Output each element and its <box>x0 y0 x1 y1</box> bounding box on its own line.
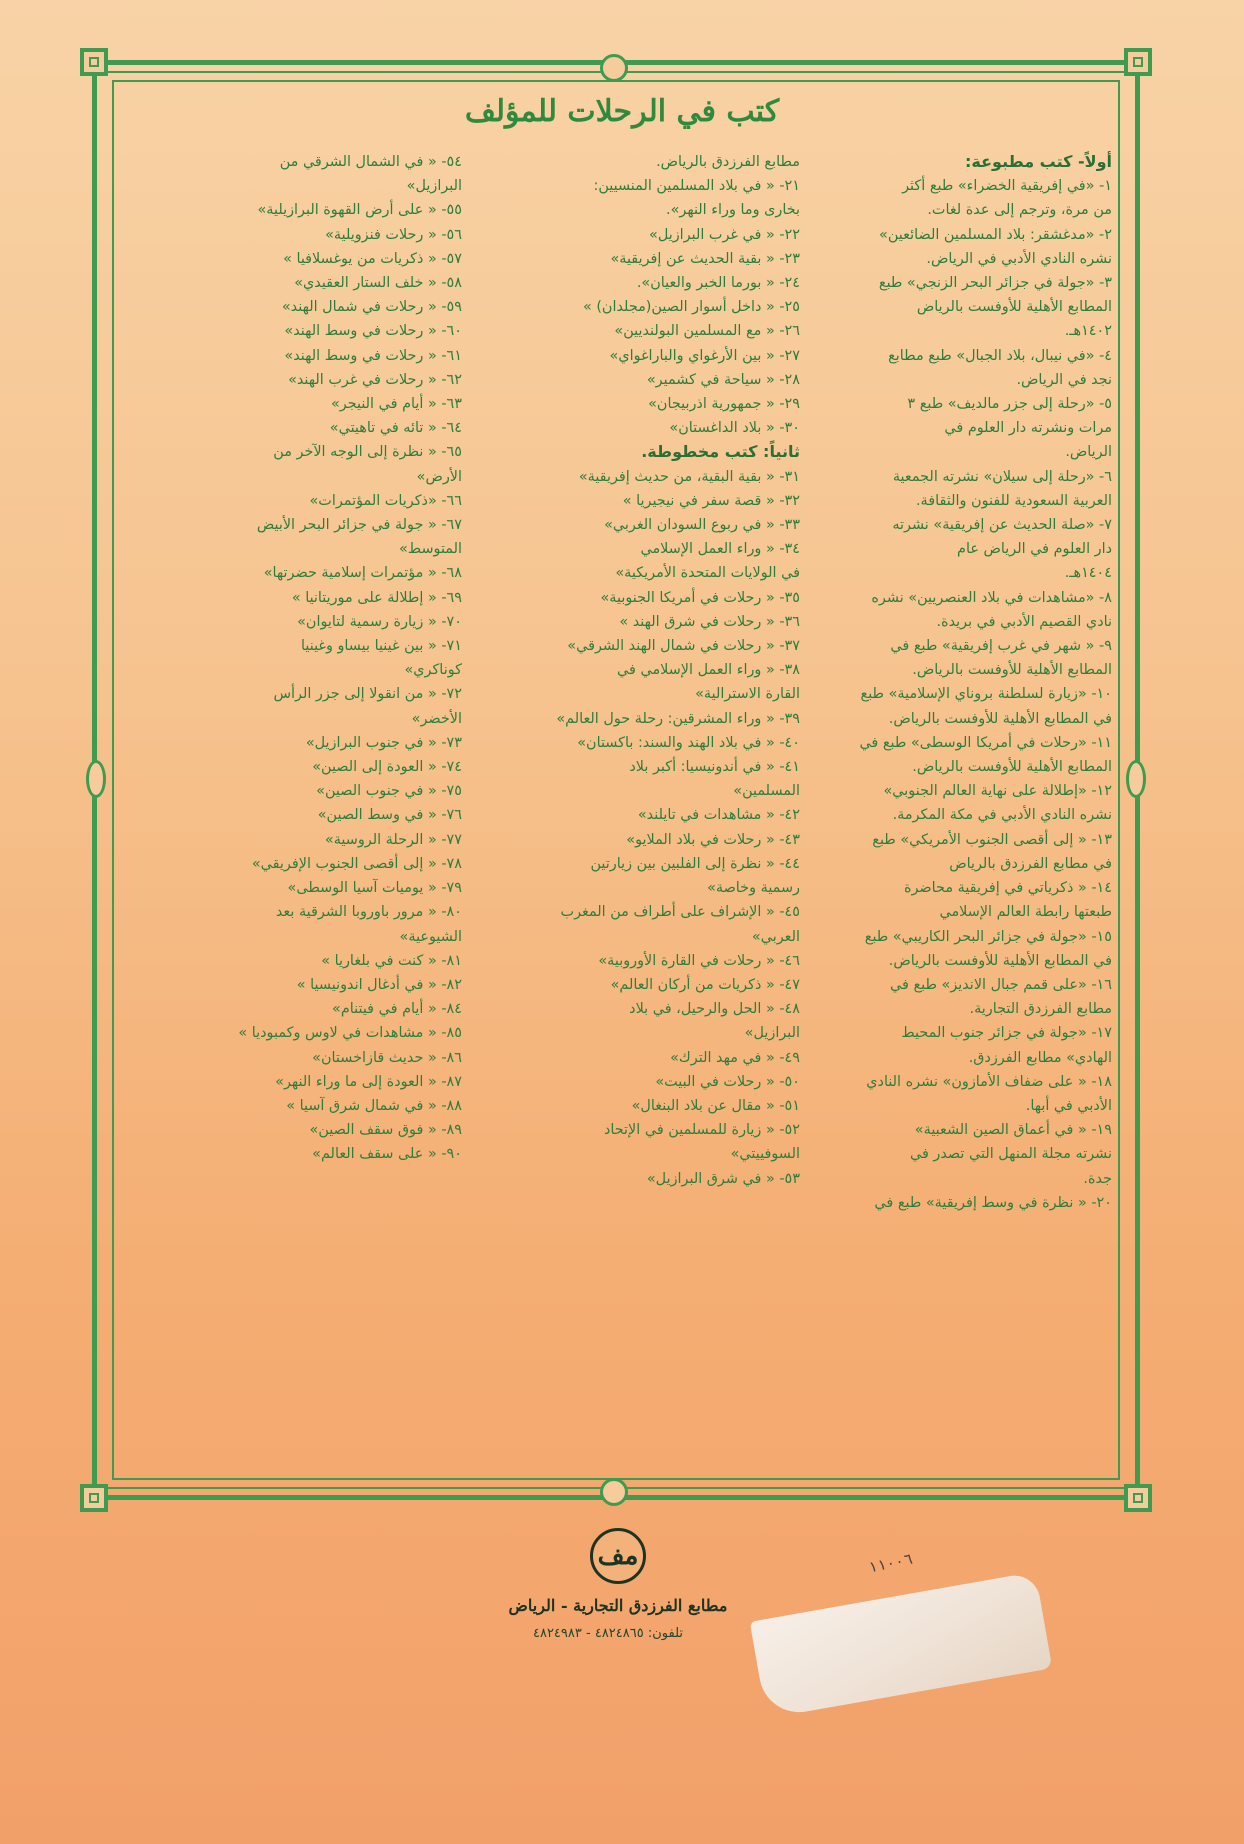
list-line: ٣٠- « بلاد الداغستان» <box>669 420 800 437</box>
list-line: ٥- «رحلة إلى جزر مالديف» طبع ٣ <box>907 396 1112 413</box>
corner-ornament <box>1124 48 1152 76</box>
list-line: ٦٨- « مؤتمرات إسلامية حضرتها» <box>263 565 462 582</box>
list-line: ٨٢- « في أدغال اندونيسيا » <box>296 976 462 993</box>
list-line: ٤٥- « الإشراف على أطراف من المغرب <box>560 904 800 921</box>
list-line: ٢٦- « مع المسلمين البولنديين» <box>614 323 800 340</box>
list-line: ٦٣- « أيام في النيجر» <box>330 396 462 413</box>
left-ornament <box>86 760 106 798</box>
list-line: ٢١- « في بلاد المسلمين المنسيين: <box>593 178 800 195</box>
list-line: ٣١- « بقية البقية، من حديث إفريقية» <box>578 468 800 485</box>
list-line: ٥١- « مقال عن بلاد البنغال» <box>631 1097 800 1114</box>
list-line: ٤- «في نيبال، بلاد الجبال» طبع مطابع <box>888 347 1112 364</box>
list-line: الشيوعية» <box>399 928 462 945</box>
list-line: ٩- « شهر في غرب إفريقية» طبع في <box>890 638 1112 655</box>
list-line: ٥٨- « خلف الستار العقيدي» <box>294 275 462 292</box>
list-line: القارة الاسترالية» <box>695 686 800 703</box>
column-left <box>130 150 462 1167</box>
top-ornament <box>600 54 628 82</box>
list-line: ٦١- « رحلات في وسط الهند» <box>284 347 462 364</box>
list-line: ٦٦- «ذكريات المؤتمرات» <box>309 492 462 509</box>
list-line: ٩٠- « على سقف العالم» <box>312 1146 462 1163</box>
list-line: ٥٥- « على أرض القهوة البرازيلية» <box>257 202 462 219</box>
list-line: ١٤- « ذكرياتي في إفريقية محاضرة <box>903 880 1112 897</box>
list-line: ١٨- « على ضفاف الأمازون» نشره النادي <box>866 1073 1112 1090</box>
list-line: في المطابع الأهلية للأوفست بالرياض. <box>888 952 1112 969</box>
list-line: ١٥- «جولة في جزائر البحر الكاريبي» طبع <box>864 928 1112 945</box>
list-line: ١٠- «زيارة لسلطنة بروناي الإسلامية» طبع <box>860 686 1112 703</box>
list-line: ٧٧- « الرحلة الروسية» <box>324 831 462 848</box>
list-line: ٤١- « في أندونيسيا: أكبر بلاد <box>629 759 800 776</box>
list-line: كوناكري» <box>404 662 462 679</box>
list-line: ١- «في إفريقية الخضراء» طبع أكثر <box>902 178 1112 195</box>
list-line: العربي» <box>751 928 800 945</box>
publisher-logo: مف <box>590 1528 646 1584</box>
list-line: المطابع الأهلية للأوفست بالرياض <box>916 299 1112 316</box>
list-line: في الولايات المتحدة الأمريكية» <box>615 565 800 582</box>
list-line: ٧٦- « في وسط الصين» <box>317 807 462 824</box>
list-line: ٦٥- « نظرة إلى الوجه الآخر من <box>273 444 462 461</box>
list-line: ٢٤- « بورما الخبر والعيان». <box>636 275 800 292</box>
list-line: ٨- «مشاهدات في بلاد العنصريين» نشره <box>871 589 1112 606</box>
section-heading: ثانياً: كتب مخطوطة. <box>641 442 800 462</box>
list-line: من مرة، وترجم إلى عدة لغات. <box>927 202 1112 219</box>
list-line: مطابع الفرزدق بالرياض. <box>656 154 800 170</box>
list-line: ٥٣- « في شرق البرازيل» <box>646 1170 800 1187</box>
list-line: ٣٦- « رحلات في شرق الهند » <box>619 613 800 630</box>
list-line: ٦٠- « رحلات في وسط الهند» <box>284 323 462 340</box>
list-line: ٢٢- « في غرب البرازيل» <box>649 226 800 243</box>
list-line: ١٣- « إلى أقصى الجنوب الأمريكي» طبع <box>872 831 1112 848</box>
list-line: ٣٣- « في ربوع السودان الغربي» <box>604 517 800 534</box>
list-line: ٦٤- « تائه في تاهيتي» <box>329 420 462 437</box>
list-line: جدة. <box>1083 1170 1112 1187</box>
list-line: ٧٩- « يوميات آسيا الوسطى» <box>287 880 462 897</box>
list-line: ٤٦- « رحلات في القارة الأوروبية» <box>598 952 800 969</box>
column-right <box>810 150 1112 1215</box>
list-line: ٢٧- « بين الأرغواي والباراغواي» <box>609 347 800 364</box>
price-sticker <box>750 1572 1053 1719</box>
list-line: ١١- «رحلات في أمريكا الوسطى» طبع في <box>859 734 1112 751</box>
list-line: ٢٩- « جمهورية اذربيجان» <box>648 396 800 413</box>
list-line: ٨٠- « مرور باوروبا الشرقية بعد <box>275 904 462 921</box>
page-title: كتب في الرحلات للمؤلف <box>464 94 780 129</box>
list-line: ٧١- « بين غينيا بيساو وغينيا <box>301 638 462 655</box>
list-line: ٨٨- « في شمال شرق آسيا » <box>286 1097 462 1114</box>
list-line: البرازيل» <box>744 1025 800 1042</box>
list-line: نادي القصيم الأدبي في بريدة. <box>936 613 1112 630</box>
list-line: ٣٢- « قصة سفر في نيجيريا » <box>622 492 800 509</box>
list-line: ٧٠- « زيارة رسمية لتايوان» <box>297 613 462 630</box>
list-line: ٢٠- « نظرة في وسط إفريقية» طبع في <box>874 1194 1112 1211</box>
list-line: ٧٥- « في جنوب الصين» <box>316 783 462 800</box>
list-line: ٧٤- « العودة إلى الصين» <box>312 759 462 776</box>
list-line: ٥٤- « في الشمال الشرقي من <box>279 154 462 170</box>
list-line: ٥٩- « رحلات في شمال الهند» <box>281 299 462 316</box>
list-line: ٤٩- « في مهد الترك» <box>670 1049 800 1066</box>
list-line: المسلمين» <box>733 783 800 800</box>
list-line: ٤٢- « مشاهدات في تايلند» <box>637 807 800 824</box>
corner-ornament <box>1124 1484 1152 1512</box>
list-line: ١٤٠٢هـ. <box>1064 323 1112 340</box>
list-line: رسمية وخاصة» <box>707 880 800 897</box>
right-ornament <box>1126 760 1146 798</box>
list-line: ٧٢- « من انقولا إلى جزر الرأس <box>273 686 462 703</box>
list-line: الأخضر» <box>411 710 462 727</box>
list-line: ٨٥- « مشاهدات في لاوس وكمبوديا » <box>238 1025 462 1042</box>
list-line: ٧٣- « في جنوب البرازيل» <box>305 734 462 751</box>
publisher-phone: تلفون: ٤٨٢٤٨٦٥ - ٤٨٢٤٩٨٣ <box>532 1626 684 1641</box>
list-line: ٥٧- « ذكريات من يوغسلافيا » <box>283 250 462 267</box>
list-line: طبعتها رابطة العالم الإسلامي <box>939 904 1112 921</box>
list-line: ٨٧- « العودة إلى ما وراء النهر» <box>275 1073 462 1090</box>
list-line: نشره النادي الأدبي في الرياض. <box>926 250 1112 267</box>
list-line: ٣٧- « رحلات في شمال الهند الشرقي» <box>567 638 800 655</box>
list-line: ٥٠- « رحلات في البيت» <box>655 1073 800 1090</box>
list-line: ٢٨- « سياحة في كشمير» <box>646 371 800 388</box>
list-line: في المطابع الأهلية للأوفست بالرياض. <box>888 710 1112 727</box>
list-line: مطابع الفرزدق التجارية. <box>969 1001 1112 1018</box>
list-line: العربية السعودية للفنون والثقافة. <box>915 492 1112 509</box>
list-line: الرياض. <box>1065 444 1112 461</box>
price-label: ١١٠٠٦ <box>866 1549 915 1577</box>
list-line: ٥٢- « زيارة للمسلمين في الإتحاد <box>603 1122 800 1139</box>
corner-ornament <box>80 48 108 76</box>
list-line: ٤٠- « في بلاد الهند والسند: باكستان» <box>577 734 800 751</box>
list-line: ٢٣- « بقية الحديث عن إفريقية» <box>610 250 800 267</box>
list-line: ٤٣- « رحلات في بلاد الملايو» <box>626 831 800 848</box>
list-line: ١٧- «جولة في جزائر جنوب المحيط <box>901 1025 1112 1042</box>
list-line: في مطابع الفرزدق بالرياض <box>949 855 1112 872</box>
list-line: ٧- «صلة الحديث عن إفريقية» نشرته <box>892 517 1112 534</box>
list-line: الأدبي في أبها. <box>1025 1097 1112 1114</box>
corner-ornament <box>80 1484 108 1512</box>
list-line: ٣٨- « وراء العمل الإسلامي في <box>617 662 800 679</box>
list-line: المطابع الأهلية للأوفست بالرياض. <box>912 662 1112 679</box>
list-line: ٦- «رحلة إلى سيلان» نشرته الجمعية <box>892 468 1112 485</box>
list-line: ٤٧- « ذكريات من أركان العالم» <box>610 976 800 993</box>
list-line: ٣- «جولة في جزائر البحر الزنجي» طبع <box>878 275 1112 292</box>
list-line: السوفييتي» <box>730 1146 800 1163</box>
list-line: ٨٦- « حديث قازاخستان» <box>312 1049 462 1066</box>
list-line: ٨٤- « أيام في فيتنام» <box>332 1001 462 1018</box>
list-line: ١٤٠٤هـ. <box>1064 565 1112 582</box>
list-line: الهادي» مطابع الفرزدق. <box>968 1049 1112 1066</box>
list-line: ٤٨- « الحل والرحيل، في بلاد <box>629 1001 800 1018</box>
list-line: البرازيل» <box>406 178 462 195</box>
list-line: نجد في الرياض. <box>1016 371 1112 388</box>
list-line: ٦٢- « رحلات في غرب الهند» <box>288 371 462 388</box>
list-line: ٨٩- « فوق سقف الصين» <box>309 1122 462 1139</box>
section-heading: أولاً- كتب مطبوعة: <box>965 152 1112 171</box>
list-line: المطابع الأهلية للأوفست بالرياض. <box>912 759 1112 776</box>
list-line: مرات ونشرته دار العلوم في <box>944 420 1112 437</box>
list-line: بخارى وما وراء النهر». <box>666 202 800 219</box>
publisher-name: مطابع الفرزدق التجارية - الرياض <box>508 1596 728 1615</box>
list-line: ٦٧- « جولة في جزائر البحر الأبيض <box>256 517 462 534</box>
list-line: نشره النادي الأدبي في مكة المكرمة. <box>892 807 1112 824</box>
list-line: ٨١- « كنت في بلغاريا » <box>321 952 462 969</box>
list-line: ٣٤- « وراء العمل الإسلامي <box>640 541 800 558</box>
list-line: ٣٥- « رحلات في أمريكا الجنوبية» <box>600 589 800 606</box>
list-line: ١٢- «إطلالة على نهاية العالم الجنوبي» <box>883 783 1112 800</box>
column-middle <box>468 150 800 1191</box>
list-line: ٥٦- « رحلات فنزويلية» <box>325 226 462 243</box>
list-line: الأرض» <box>416 468 462 485</box>
list-line: دار العلوم في الرياض عام <box>957 541 1112 558</box>
list-line: نشرته مجلة المنهل التي تصدر في <box>909 1146 1112 1163</box>
list-line: ١٩- « في أعماق الصين الشعبية» <box>914 1122 1112 1139</box>
list-line: ٧٨- « إلى أقصى الجنوب الإفريقي» <box>251 855 462 872</box>
list-line: ٤٤- « نظرة إلى الفلبين بين زيارتين <box>590 855 800 872</box>
list-line: ٣٩- « وراء المشرقين: رحلة حول العالم» <box>556 710 800 727</box>
bottom-ornament <box>600 1478 628 1506</box>
list-line: ٢- «مدغشقر: بلاد المسلمين الضائعين» <box>879 226 1112 243</box>
list-line: المتوسط» <box>398 541 462 558</box>
list-line: ٢٥- « داخل أسوار الصين(مجلدان) » <box>582 299 800 316</box>
list-line: ١٦- «على قمم جبال الانديز» طبع في <box>890 976 1112 993</box>
list-line: ٦٩- « إطلالة على موريتانيا » <box>291 589 462 606</box>
